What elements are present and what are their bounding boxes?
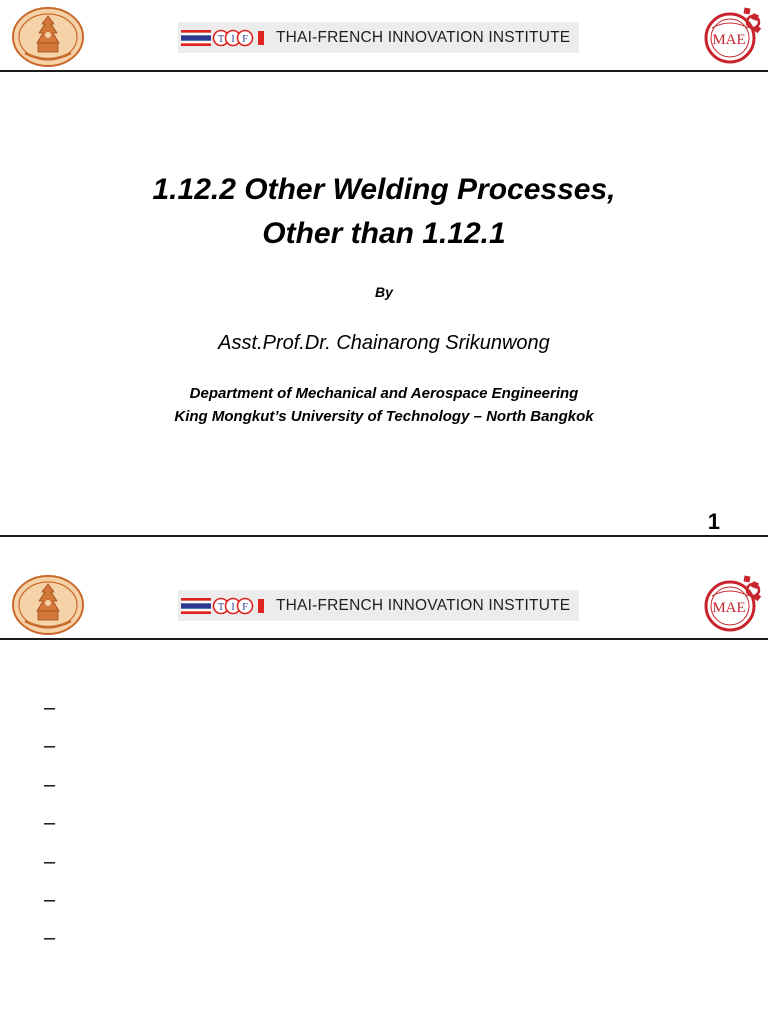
department-name: Department of Mechanical and Aerospace Engineering xyxy=(189,385,579,402)
thai-flag-icon xyxy=(181,30,211,46)
svg-text:F: F xyxy=(242,602,248,613)
list-item: – xyxy=(44,850,56,873)
mae-gear-logo-icon xyxy=(698,574,762,638)
banner-red-bar xyxy=(258,31,264,45)
author-name: Asst.Prof.Dr. Chainarong Srikunwong xyxy=(218,332,550,354)
list-item: – xyxy=(44,927,56,950)
byline: By xyxy=(375,284,393,300)
university-seal-icon xyxy=(11,7,85,67)
svg-text:F: F xyxy=(242,34,248,45)
university-name: King Mongkut’s University of Technology – North Bangkok xyxy=(174,408,594,425)
page-number: 1 xyxy=(707,509,720,534)
list-item: – xyxy=(44,812,56,835)
svg-text:T: T xyxy=(217,34,225,45)
institute-banner xyxy=(178,590,579,621)
list-item: – xyxy=(44,735,56,758)
list-item: – xyxy=(44,697,56,719)
tif-logo-icon xyxy=(211,25,263,51)
svg-text:T: T xyxy=(217,602,225,613)
institute-banner xyxy=(178,22,579,53)
footer-divider xyxy=(0,535,768,537)
banner-red-bar xyxy=(258,599,264,613)
list-item: – xyxy=(44,888,56,911)
svg-text:I: I xyxy=(231,34,235,45)
title-line-2: Other than 1.12.1 xyxy=(262,217,506,251)
bullet-list xyxy=(44,696,55,965)
university-seal-icon xyxy=(11,575,85,635)
header-divider xyxy=(0,70,768,72)
slide-2 xyxy=(0,568,768,1024)
header-divider xyxy=(0,638,768,640)
slide-header xyxy=(0,568,768,640)
title-line-1: 1.12.2 Other Welding Processes, xyxy=(152,173,616,207)
slide-title xyxy=(0,168,768,256)
mae-logo-text: MAE xyxy=(712,32,746,48)
tif-logo-icon xyxy=(211,593,263,619)
list-item: – xyxy=(44,773,56,796)
slide-header xyxy=(0,0,768,72)
mae-logo-text: MAE xyxy=(712,600,746,616)
affiliation xyxy=(0,382,768,428)
institute-name: THAI-FRENCH INNOVATION INSTITUTE xyxy=(276,597,571,614)
svg-text:I: I xyxy=(231,602,235,613)
institute-name: THAI-FRENCH INNOVATION INSTITUTE xyxy=(276,29,571,46)
mae-gear-logo-icon xyxy=(698,6,762,70)
thai-flag-icon xyxy=(181,598,211,614)
